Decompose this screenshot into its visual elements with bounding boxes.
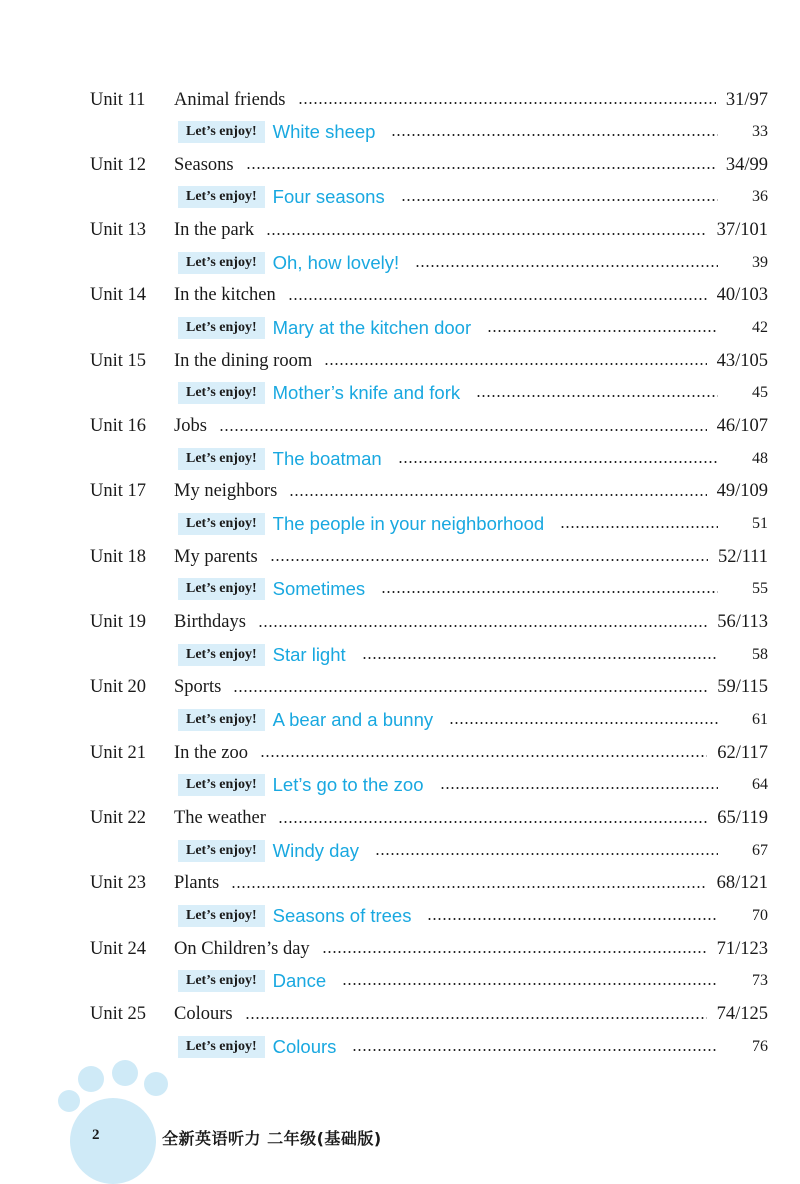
leader-dots (362, 657, 718, 659)
toc-entry (0, 280, 800, 345)
unit-pages: 43/105 (716, 350, 768, 371)
unit-number: Unit 24 (90, 938, 147, 959)
leader-dots (245, 1017, 707, 1019)
leader-dots (560, 526, 718, 528)
toc-entry (0, 476, 800, 541)
lets-enjoy-row (178, 1031, 768, 1063)
enjoy-page: 45 (752, 384, 768, 402)
unit-number: Unit 17 (90, 481, 147, 502)
lets-enjoy-row (178, 312, 768, 344)
leader-dots (342, 983, 718, 985)
unit-pages: 52/111 (717, 546, 768, 567)
leader-dots (246, 167, 716, 169)
unit-pages: 68/121 (716, 873, 768, 894)
lets-enjoy-row (178, 704, 768, 736)
leader-dots (219, 429, 707, 431)
enjoy-song-title: Let’s go to the zoo (272, 774, 424, 796)
unit-number: Unit 23 (90, 873, 147, 894)
leader-dots (415, 265, 718, 267)
leader-dots (278, 821, 707, 823)
lets-enjoy-label: Let’s enjoy! (178, 121, 265, 143)
enjoy-song-title: Dance (272, 970, 327, 992)
unit-pages: 46/107 (716, 416, 768, 437)
unit-title: Birthdays (174, 612, 246, 633)
lets-enjoy-row (178, 769, 768, 801)
unit-number: Unit 20 (90, 677, 147, 698)
enjoy-page: 51 (752, 514, 768, 532)
enjoy-page: 70 (752, 906, 768, 924)
leader-dots (449, 722, 718, 724)
leader-dots (231, 886, 706, 888)
unit-title: Colours (174, 1004, 233, 1025)
unit-title: In the kitchen (174, 285, 276, 306)
leader-dots (288, 298, 707, 300)
enjoy-page: 48 (752, 449, 768, 467)
enjoy-page: 73 (752, 972, 768, 990)
lets-enjoy-row (178, 181, 768, 213)
leader-dots (427, 918, 718, 920)
page-number: 2 (92, 1127, 100, 1143)
unit-row (90, 607, 768, 639)
enjoy-page: 39 (752, 253, 768, 271)
toc-entry (0, 737, 800, 802)
leader-dots (440, 787, 719, 789)
lets-enjoy-label: Let’s enjoy! (178, 709, 265, 731)
unit-number: Unit 16 (90, 416, 147, 437)
leader-dots (381, 591, 718, 593)
toc-entry (0, 868, 800, 933)
unit-pages: 74/125 (716, 1004, 768, 1025)
enjoy-song-title: The boatman (272, 447, 382, 469)
lets-enjoy-row (178, 639, 768, 671)
leader-dots (352, 1049, 718, 1051)
lets-enjoy-label: Let’s enjoy! (178, 905, 265, 927)
lets-enjoy-row (178, 247, 768, 279)
toc-entry (0, 149, 800, 214)
unit-title: The weather (174, 808, 266, 829)
leader-dots (270, 559, 708, 561)
unit-row (90, 672, 768, 704)
book-title: 全新英语听力 二年级(基础版) (162, 1129, 382, 1148)
enjoy-song-title: Mother’s knife and fork (272, 382, 461, 404)
toc-entry (0, 541, 800, 606)
enjoy-song-title: Sometimes (272, 578, 366, 600)
toc-entry (0, 933, 800, 998)
unit-pages: 37/101 (716, 220, 768, 241)
unit-title: In the dining room (174, 350, 313, 371)
unit-number: Unit 12 (90, 154, 147, 175)
unit-row (90, 737, 768, 769)
unit-number: Unit 18 (90, 546, 147, 567)
leader-dots (233, 690, 707, 692)
leader-dots (260, 755, 707, 757)
lets-enjoy-row (178, 835, 768, 867)
unit-number: Unit 13 (90, 220, 147, 241)
leader-dots (266, 233, 706, 235)
leader-dots (398, 461, 718, 463)
unit-row (90, 476, 768, 508)
unit-number: Unit 15 (90, 350, 147, 371)
unit-pages: 31/97 (725, 89, 768, 110)
lets-enjoy-row (178, 900, 768, 932)
lets-enjoy-label: Let’s enjoy! (178, 252, 265, 274)
enjoy-page: 58 (752, 645, 768, 663)
toc-entry (0, 672, 800, 737)
enjoy-song-title: Four seasons (272, 186, 385, 208)
enjoy-song-title: The people in your neighborhood (272, 512, 545, 534)
unit-row (90, 411, 768, 443)
unit-title: Animal friends (174, 89, 286, 110)
lets-enjoy-row (178, 116, 768, 148)
unit-number: Unit 21 (90, 742, 147, 763)
enjoy-page: 36 (752, 188, 768, 206)
unit-pages: 65/119 (717, 808, 768, 829)
unit-row (90, 803, 768, 835)
lets-enjoy-label: Let’s enjoy! (178, 644, 265, 666)
enjoy-song-title: Windy day (272, 839, 360, 861)
unit-row (90, 84, 768, 116)
leader-dots (487, 330, 718, 332)
unit-pages: 62/117 (717, 742, 768, 763)
unit-number: Unit 19 (90, 612, 147, 633)
unit-title: In the park (174, 220, 255, 241)
unit-title: On Children’s day (174, 938, 310, 959)
unit-title: My parents (174, 546, 258, 567)
unit-number: Unit 22 (90, 808, 147, 829)
leader-dots (298, 102, 716, 104)
enjoy-song-title: A bear and a bunny (272, 708, 434, 730)
unit-number: Unit 14 (90, 285, 147, 306)
unit-pages: 59/115 (717, 677, 768, 698)
enjoy-song-title: Oh, how lovely! (272, 251, 400, 273)
unit-pages: 40/103 (716, 285, 768, 306)
lets-enjoy-label: Let’s enjoy! (178, 970, 265, 992)
lets-enjoy-label: Let’s enjoy! (178, 448, 265, 470)
toc-entry (0, 84, 800, 149)
leader-dots (476, 395, 718, 397)
lets-enjoy-label: Let’s enjoy! (178, 1036, 265, 1058)
lets-enjoy-label: Let’s enjoy! (178, 513, 265, 535)
enjoy-song-title: Colours (272, 1035, 337, 1057)
enjoy-song-title: Mary at the kitchen door (272, 316, 472, 338)
enjoy-song-title: Seasons of trees (272, 904, 412, 926)
enjoy-page: 64 (752, 776, 768, 794)
unit-title: Sports (174, 677, 222, 698)
toc-entry (0, 999, 800, 1064)
unit-title: My neighbors (174, 481, 278, 502)
unit-title: Plants (174, 873, 220, 894)
lets-enjoy-row (178, 443, 768, 475)
lets-enjoy-label: Let’s enjoy! (178, 578, 265, 600)
toc-entry (0, 607, 800, 672)
toc-entry (0, 215, 800, 280)
unit-number: Unit 25 (90, 1004, 147, 1025)
unit-row (90, 215, 768, 247)
toc-entry (0, 411, 800, 476)
unit-title: In the zoo (174, 742, 248, 763)
unit-number: Unit 11 (90, 89, 146, 110)
paw-print-decoration (58, 1060, 188, 1174)
lets-enjoy-row (178, 377, 768, 409)
lets-enjoy-label: Let’s enjoy! (178, 382, 265, 404)
enjoy-song-title: Star light (272, 643, 346, 665)
unit-row (90, 345, 768, 377)
enjoy-page: 76 (752, 1037, 768, 1055)
table-of-contents (0, 84, 800, 1064)
lets-enjoy-label: Let’s enjoy! (178, 840, 265, 862)
unit-row (90, 999, 768, 1031)
leader-dots (324, 363, 706, 365)
unit-pages: 71/123 (716, 938, 768, 959)
unit-title: Seasons (174, 154, 234, 175)
leader-dots (401, 199, 718, 201)
unit-row (90, 149, 768, 181)
unit-pages: 56/113 (717, 612, 768, 633)
leader-dots (289, 494, 706, 496)
toc-entry (0, 345, 800, 410)
leader-dots (391, 134, 718, 136)
lets-enjoy-label: Let’s enjoy! (178, 186, 265, 208)
unit-title: Jobs (174, 416, 207, 437)
enjoy-page: 42 (752, 318, 768, 336)
unit-row (90, 541, 768, 573)
lets-enjoy-label: Let’s enjoy! (178, 317, 265, 339)
lets-enjoy-row (178, 573, 768, 605)
leader-dots (322, 951, 707, 953)
lets-enjoy-row (178, 508, 768, 540)
unit-pages: 34/99 (725, 154, 768, 175)
enjoy-page: 33 (752, 123, 768, 140)
enjoy-page: 67 (752, 841, 768, 859)
lets-enjoy-row (178, 965, 768, 997)
toc-entry (0, 803, 800, 868)
leader-dots (258, 625, 707, 627)
enjoy-song-title: White sheep (272, 121, 376, 142)
leader-dots (375, 853, 718, 855)
unit-row (90, 868, 768, 900)
unit-pages: 49/109 (716, 481, 768, 502)
lets-enjoy-label: Let’s enjoy! (178, 774, 265, 796)
enjoy-page: 61 (752, 710, 768, 728)
unit-row (90, 933, 768, 965)
enjoy-page: 55 (752, 580, 768, 598)
unit-row (90, 280, 768, 312)
